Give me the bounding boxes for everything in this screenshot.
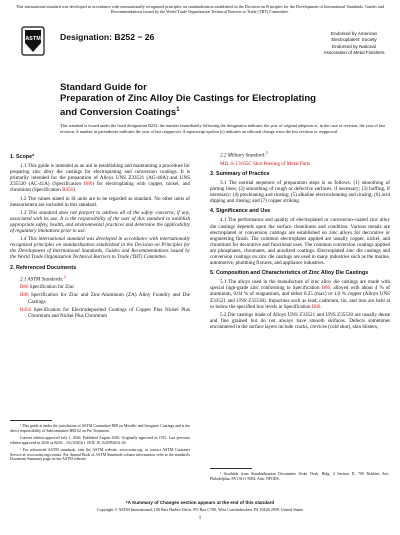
link-b86[interactable]: B86: [83, 181, 93, 188]
paragraph-3-1: 3.1 The normal sequence of preparation steps is as follows: (1) smoothing of parting lines; (2) smoothing of rough or defective surfaces, if necessary; (3) buffing, if necessary; (4) precleaning and rinsing; (5) alkaline electrocleaning and rinsing; (6) acid dipping and rinsing; and (7) copper striking.: [210, 179, 390, 205]
endorsement-line: Endorsed by American: [330, 31, 378, 36]
text: 1.3 This standard does not purport to address all of the safety concerns, if any, associated with its use. It is the responsibility of the user of this standard to establish appropriate safety, health, and environmental practices and determine the applicability of regulatory limitations prior to use.: [10, 209, 190, 235]
title-line: [60, 105, 360, 119]
link-b456[interactable]: B456: [62, 187, 74, 194]
footnote-rule: [10, 420, 52, 421]
text: 1.1 This guide is intended as an aid in establishing and maintaining a procedure for preparing zinc alloy die castings for electroplating and conversion coatings. It is primarily intended for the preparation of Alloys UNS Z33521 (AG-40A) and UNS Z35530 (AC-41A) (Specification: [10, 163, 190, 188]
footnote: ¹ This guide is under the jurisdiction of ASTM Committee B08 on Metallic and Inorganic Coatings and is the direct responsibility of Subcommittee B08.02 on Pre Treatment.: [10, 424, 190, 433]
reference-item: [10, 307, 190, 319]
paragraph-2-1: [10, 274, 190, 283]
paragraph-5-2: 5.2 Die castings made of Alloys UNS Z33521 and UNS Z35530 are usually dense and fine grained but do not always have smooth surfaces. Defects sometimes encountered in the surface layers include cracks, crevices (cold shut), skin blisters,: [210, 311, 390, 330]
reference-item: [10, 284, 190, 290]
section-heading: 5. Composition and Characteristics of Zinc Alloy Die Castings: [210, 270, 369, 277]
right-column: [210, 150, 390, 332]
text: ) for electroplating with copper, nickel, and chromium (Specification: [10, 181, 190, 194]
footnote-mark: 1: [176, 106, 180, 113]
endorsement-line: Association of Metal Finishers: [323, 49, 385, 55]
footnote: ³ Available from Standardization Documents Order Desk, Bldg. 4 Section D, 700 Robbins Ave., Philadelphia, PA 19111-5094, Attn: NPODS.: [210, 472, 390, 481]
development-note: This international standard was developed in accordance with internationally recognized principles on standardization established in the Decision on Principles for the Development of International Standards, Guides and Recommendations issued by the World Trade Organization Technical Barriers to Trade (TBT) Committee.: [15, 4, 385, 15]
reference-link[interactable]: B86: [20, 292, 29, 299]
reference-item: [10, 292, 190, 304]
title-text: and Conversion Coatings: [60, 107, 177, 118]
paragraph-1-1: [10, 163, 190, 193]
paragraph-2-2: [210, 150, 390, 159]
text: Specification for Zinc: [28, 284, 75, 291]
text: Specification for Electrodeposited Coatings of Copper Plus Nickel Plus Chromium and Nickel Plus Chromium: [28, 306, 190, 319]
paragraph-1-4: [10, 236, 190, 260]
title-line: Standard Guide for: [60, 82, 147, 93]
footnote: Current edition approved July 1, 2026. Published August 2026. Originally approved in 1951. Last previous edition approved in 2020 as B252 – 92 (2020)ε1. DOI: 10.1520/B0252-26.: [10, 435, 190, 445]
astm-logo-icon: [21, 26, 45, 56]
link-b86[interactable]: B86: [311, 303, 321, 310]
footnote-mark: 2: [63, 273, 66, 279]
standard-note: This standard is issued under the fixed designation B252; the number immediately following the designation indicates the year of original adoption or, in the case of revision, the year of last revision. A number in parentheses indicates the year of last reapproval. A superscript epsilon (ε) indicates an editorial change since the last revision or reapproval.: [60, 123, 385, 134]
reference-link[interactable]: B456: [20, 306, 32, 313]
text: 5.1 The alloys used in the manufacture of zinc alloy die castings are made with special high-grade zinc conforming to Specification: [210, 279, 390, 292]
reference-item: [210, 161, 390, 167]
text: ).: [73, 187, 77, 194]
left-column: [10, 150, 190, 321]
text: Specification for Zinc and Zinc-Aluminum (ZA) Alloy Foundry and Die Castings: [28, 292, 190, 305]
reference-link[interactable]: MIL-S-13165C: [220, 160, 252, 167]
section-heading: 3. Summary of Practice: [210, 170, 270, 177]
paragraph-1-2: 1.2 The values stated in SI units are to be regarded as standard. No other units of measurement are included in this standard.: [10, 195, 190, 208]
endorsement-block: [318, 31, 390, 56]
title-line: Preparation of Zinc Alloy Die Castings for Electroplating: [60, 93, 317, 105]
text: Shot Peening of Metal Parts: [251, 160, 311, 167]
page-number: 1: [198, 516, 202, 521]
endorsement-line: Electroplaters' Society: [331, 37, 377, 43]
document-title: [60, 82, 360, 118]
text: 2.1 ASTM Standards:: [20, 276, 64, 283]
svg-text:ASTM: ASTM: [25, 36, 41, 42]
right-footnotes: [210, 468, 390, 484]
text: .: [320, 303, 322, 310]
footnote-mark: 3: [265, 150, 268, 155]
endorsement-line: Endorsed by National: [332, 43, 376, 49]
text: 2.2 Military Standard:: [220, 152, 266, 159]
left-footnotes: [10, 420, 190, 464]
paragraph-4-1: 4.1 The performance and quality of electroplated or conversion-coated zinc alloy die castings depends upon the surface cleanliness and condition. Various metals are electroplated or conversion coatings are established on zinc alloys for decorative or engineering finish. The common electroplates applied are usually copper, nickel, and chromium for decorative and functional uses. The common conversion coatings applied are phosphates, chromates, and anodized coatings. Electroplated zinc die castings and conversion coatings on zinc die castings are used in many industries such as the marine, automotive, plumbing fixtures, and appliance industries.: [210, 217, 390, 267]
reference-link[interactable]: B86: [20, 284, 29, 291]
section-heading: 1. Scope*: [10, 154, 35, 160]
section-heading: 4. Significance and Use: [210, 208, 271, 215]
text: , alloyed with about 4 % of aluminum, 0.04 % of magnesium, and either 0.25 (max) or 1.0 % copper (Alloys UNS Z33521 and UNS Z35530). Impurities such as lead, cadmium, tin, and iron are held at or below the specified low levels in Specification: [210, 285, 390, 310]
footnote-rule: [210, 468, 252, 469]
copyright: Copyright © ASTM International, 100 Barr Harbor Drive, PO Box C700, West Conshohocken, PA 19428-2959. United States: [96, 507, 304, 512]
designation: Designation: B252 − 26: [60, 32, 155, 42]
paragraph-1-3: [10, 210, 190, 234]
summary-of-changes-note: *A Summary of Changes section appears at the end of this standard: [125, 500, 275, 505]
text: 1.4 This international standard was developed in accordance with internationally recognized principles on standardization established in the Decision on Principles for the Development of International Standards, Guides and Recommendations issued by the World Trade Organization Technical Barriers to Trade (TBT) Committee.: [10, 236, 190, 261]
section-heading: 2. Referenced Documents: [10, 264, 77, 271]
paragraph-5-1: [210, 279, 390, 309]
link-b86[interactable]: B86: [321, 285, 331, 292]
footnote: ² For referenced ASTM standards, visit the ASTM website, www.astm.org, or contact ASTM Customer Service at www.astm.org/contact. For Annual Book of ASTM Standards volume information, refer to the standard's Document Summary page on the ASTM website.: [10, 447, 190, 462]
